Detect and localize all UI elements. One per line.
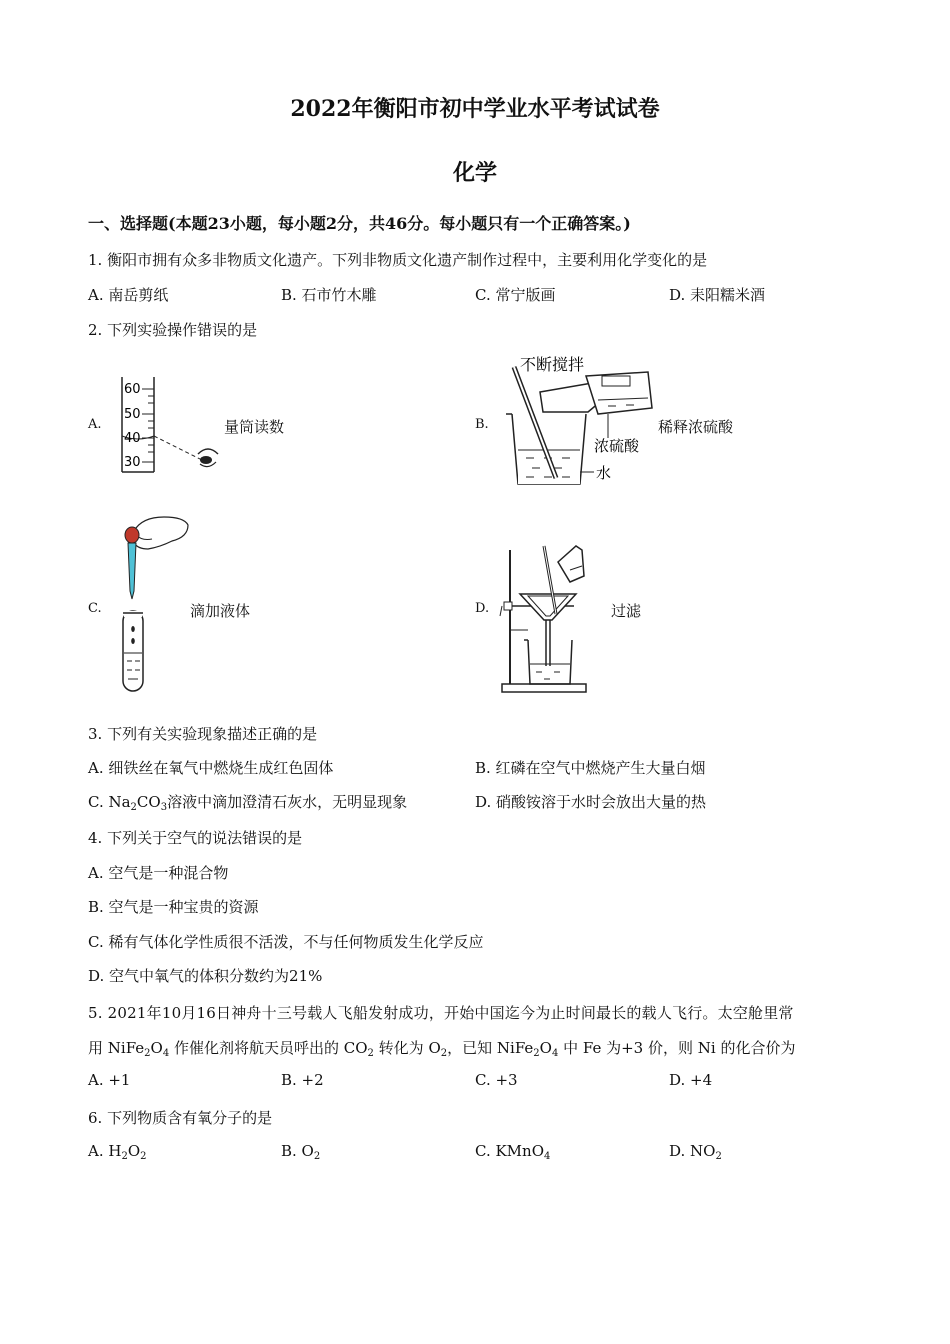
q5-stem-line2: 用 $NiFe_2O_4$ 作催化剂将航天员呼出的 $CO_2$ 转化为 $O_2$，已知 $NiFe_2O_4$ 中 Fe 为+3 价，则 Ni 的化合价为 xyxy=(88,1039,796,1059)
q2-c-label: C. xyxy=(88,601,102,616)
note-stirring: 不断搅拌 xyxy=(520,355,585,374)
q5-option-d: D. +4 xyxy=(669,1071,713,1089)
tick-50: 50 xyxy=(124,407,141,422)
q3-stem: 3. 下列有关实验现象描述正确的是 xyxy=(88,725,318,743)
subject-title: 化学 xyxy=(452,160,497,186)
q1-option-d: D. 耒阳糯米酒 xyxy=(669,286,766,304)
q5-option-c: C. +3 xyxy=(475,1071,518,1089)
q2-stem: 2. 下列实验操作错误的是 xyxy=(88,321,258,339)
dilute-acid-figure xyxy=(498,352,658,487)
q1-option-b: B. 石市竹木雕 xyxy=(281,286,377,304)
q2-d-label: D. xyxy=(475,601,490,616)
q1-option-c: C. 常宁版画 xyxy=(475,286,556,304)
q5-stem-line1: 5. 2021年10月16日神舟十三号载人飞船发射成功，开始中国迄今为止时间最长的载人飞行。太空舱里常 xyxy=(88,1004,794,1022)
page-title: 2022年衡阳市初中学业水平考试试卷 xyxy=(290,96,660,122)
q4-option-b: B. 空气是一种宝贵的资源 xyxy=(88,898,259,916)
q6-option-c: C. KMnO$_4$ xyxy=(475,1142,551,1162)
dropper-figure xyxy=(112,513,192,695)
tick-40: 40 xyxy=(124,431,141,446)
q2-a-caption: 量筒读数 xyxy=(224,418,285,436)
filtration-figure xyxy=(498,540,590,696)
graduated-cylinder-figure xyxy=(110,372,230,482)
q5-option-b: B. +2 xyxy=(281,1071,324,1089)
q3-option-d: D. 硝酸铵溶于水时会放出大量的热 xyxy=(475,793,707,811)
tick-30: 30 xyxy=(124,455,141,470)
tick-60: 60 xyxy=(124,382,141,397)
q4-stem: 4. 下列关于空气的说法错误的是 xyxy=(88,829,303,847)
q3-option-b: B. 红磷在空气中燃烧产生大量白烟 xyxy=(475,759,706,777)
eye-icon xyxy=(198,449,218,467)
q6-option-d: D. $NO_2$ xyxy=(669,1142,722,1162)
hand-icon xyxy=(134,517,188,549)
q6-option-a: A. $H_2O_2$ xyxy=(88,1142,147,1162)
section-heading: 一、选择题(本题23小题，每小题2分，共46分。每小题只有一个正确答案。) xyxy=(88,214,631,233)
q6-option-b: B. $O_2$ xyxy=(281,1142,321,1162)
q4-option-a: A. 空气是一种混合物 xyxy=(88,864,229,882)
q2-b-caption: 稀释浓硫酸 xyxy=(658,418,734,436)
q5-option-a: A. +1 xyxy=(88,1071,131,1089)
q2-d-caption: 过滤 xyxy=(611,602,642,620)
q4-option-c: C. 稀有气体化学性质很不活泼，不与任何物质发生化学反应 xyxy=(88,933,484,951)
q6-stem: 6. 下列物质含有氧分子的是 xyxy=(88,1109,273,1127)
q1-option-a: A. 南岳剪纸 xyxy=(88,286,169,304)
q4-option-d: D. 空气中氧气的体积分数约为21% xyxy=(88,967,323,985)
q2-c-caption: 滴加液体 xyxy=(190,602,251,620)
note-water: 水 xyxy=(596,464,612,482)
q2-b-label: B. xyxy=(475,417,489,432)
q3-option-a: A. 细铁丝在氧气中燃烧生成红色固体 xyxy=(88,759,334,777)
note-conc-acid: 浓硫酸 xyxy=(594,437,640,455)
q3-option-c: C. $Na_2CO_3$溶液中滴加澄清石灰水，无明显现象 xyxy=(88,793,408,813)
q2-a-label: A. xyxy=(88,417,102,432)
q1-stem: 1. 衡阳市拥有众多非物质文化遗产。下列非物质文化遗产制作过程中，主要利用化学变化的是 xyxy=(88,251,708,269)
